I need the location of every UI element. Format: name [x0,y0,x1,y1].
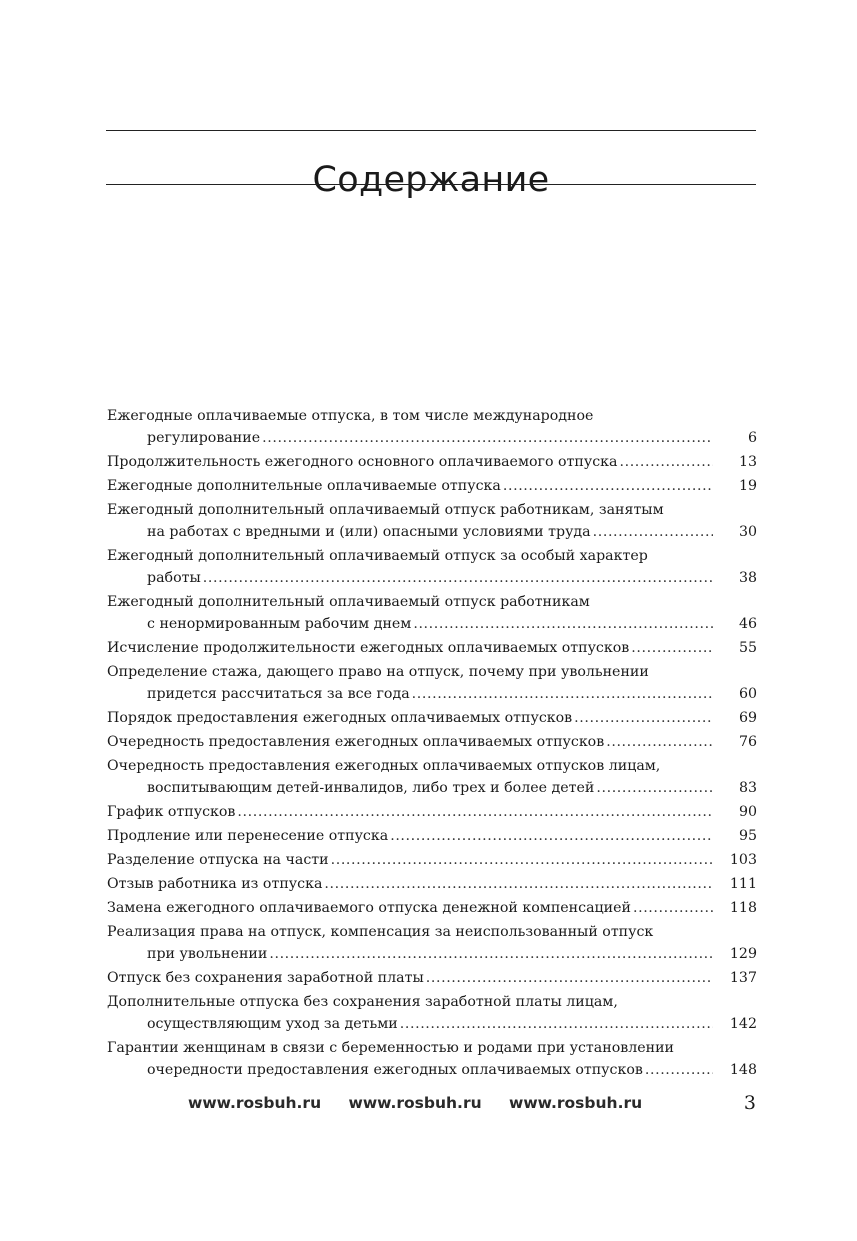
footer-links [188,1094,664,1112]
toc-entry-title: Продолжительность ежегодного основного оплачиваемого отпуска [107,454,618,470]
toc-entry[interactable] [107,451,757,473]
toc-entry-line [107,405,757,427]
toc-entry-title: работы [147,570,201,586]
toc-dot-leader [269,943,713,965]
toc-entry[interactable] [107,967,757,989]
toc-entry[interactable] [107,661,757,705]
toc-entry-title: осуществляющим уход за детьми [147,1016,398,1032]
toc-entry-line [107,825,757,847]
toc-dot-leader [606,731,713,753]
toc-page-number: 111 [729,876,757,892]
toc-entry-line [107,475,757,497]
toc-entry[interactable] [107,991,757,1035]
toc-dot-leader [426,967,713,989]
toc-entry[interactable] [107,591,757,635]
toc-page-number: 55 [738,640,757,656]
page-title: Содержание [312,160,550,201]
toc-entry-line [107,967,757,989]
toc-entry-line [107,451,757,473]
toc-dot-leader [596,777,713,799]
toc-entry-line [107,755,757,777]
toc-entry-line [107,897,757,919]
toc-page-number: 95 [738,828,757,844]
toc-dot-leader [331,849,713,871]
toc-entry-title: Гарантии женщинам в связи с беременностью и родами при установлении [107,1040,675,1056]
toc-entry-line [107,613,757,635]
toc-dot-leader [619,451,713,473]
toc-entry-line [107,731,757,753]
toc-entry[interactable] [107,405,757,449]
toc-page-number: 69 [738,710,757,726]
toc-entry-line [107,683,757,705]
toc-entry-title: регулирование [147,430,261,446]
toc-entry[interactable] [107,637,757,659]
toc-page-number: 148 [729,1062,757,1078]
toc-dot-leader [574,707,713,729]
toc-entry-line [107,801,757,823]
toc-dot-leader [324,873,713,895]
toc-entry-title: при увольнении [147,946,268,962]
toc-entry[interactable] [107,707,757,729]
toc-page-number: 142 [729,1016,757,1032]
toc-entry[interactable] [107,897,757,919]
toc-page-number: 13 [738,454,757,470]
toc-page-number: 90 [738,804,757,820]
toc-dot-leader [593,521,713,543]
toc-entry[interactable] [107,475,757,497]
toc-entry[interactable] [107,825,757,847]
toc-entry-title: Разделение отпуска на части [107,852,329,868]
toc-dot-leader [413,613,713,635]
toc-entry-line [107,991,757,1013]
toc-entry-title: График отпусков [107,804,236,820]
toc-entry-title: Отзыв работника из отпуска [107,876,323,892]
toc-entry-title: Очередность предоставления ежегодных оплачиваемых отпусков [107,734,605,750]
toc-page-number: 19 [738,478,757,494]
toc-entry-line [107,921,757,943]
toc-dot-leader [412,683,713,705]
toc-entry-title: Ежегодный дополнительный оплачиваемый отпуск работникам, занятым [107,502,664,518]
toc-page-number: 137 [729,970,757,986]
toc-entry[interactable] [107,873,757,895]
toc-entry[interactable] [107,849,757,871]
toc-entry-title: с ненормированным рабочим днем [147,616,412,632]
toc-entry-line [107,591,757,613]
toc-entry-title: Отпуск без сохранения заработной платы [107,970,424,986]
toc-entry-title: Продление или перенесение отпуска [107,828,389,844]
toc-page-number: 83 [738,780,757,796]
toc-entry-line [107,661,757,683]
toc-dot-leader [237,801,713,823]
toc-dot-leader [633,897,713,919]
toc-dot-leader [400,1013,713,1035]
toc-entry-line [107,567,757,589]
toc-entry-line [107,707,757,729]
toc-entry-line [107,943,757,965]
toc-dot-leader [262,427,713,449]
toc-entry-title: Исчисление продолжительности ежегодных оплачиваемых отпусков [107,640,630,656]
toc-entry[interactable] [107,731,757,753]
toc-entry-title: Дополнительные отпуска без сохранения заработной платы лицам, [107,994,618,1010]
toc-entry-line [107,849,757,871]
toc-entry-line [107,499,757,521]
page-number: 3 [743,1092,756,1114]
toc-entry-line [107,521,757,543]
title-rule-bottom [106,184,756,185]
toc-page-number: 6 [747,430,757,446]
toc-page-number: 118 [729,900,757,916]
toc-entry[interactable] [107,755,757,799]
toc-entry[interactable] [107,801,757,823]
toc-dot-leader [203,567,713,589]
toc-entry-line [107,1037,757,1059]
toc-entry-line [107,1059,757,1081]
toc-entry-line [107,637,757,659]
toc-entry-line [107,545,757,567]
toc-entry[interactable] [107,499,757,543]
footer-link[interactable]: www.rosbuh.ru [509,1094,643,1112]
toc-page-number: 46 [738,616,757,632]
toc-entry-title: Реализация права на отпуск, компенсация за неиспользованный отпуск [107,924,654,940]
toc-entry[interactable] [107,1037,757,1081]
toc-dot-leader [503,475,713,497]
toc-entry-title: Замена ежегодного оплачиваемого отпуска денежной компенсацией [107,900,631,916]
toc-page-number: 38 [738,570,757,586]
toc-entry[interactable] [107,921,757,965]
toc-page-number: 103 [729,852,757,868]
toc-page-number: 129 [729,946,757,962]
toc-entry-title: Очередность предоставления ежегодных оплачиваемых отпусков лицам, [107,758,661,774]
toc-entry-title: Порядок предоставления ежегодных оплачиваемых отпусков [107,710,573,726]
toc-entry[interactable] [107,545,757,589]
table-of-contents [107,405,757,1083]
toc-entry-title: Ежегодные дополнительные оплачиваемые отпуска [107,478,501,494]
toc-entry-title: Определение стажа, дающего право на отпуск, почему при увольнении [107,664,649,680]
toc-dot-leader [390,825,713,847]
toc-entry-line [107,1013,757,1035]
toc-entry-title: очередности предоставления ежегодных оплачиваемых отпусков [147,1062,643,1078]
toc-entry-line [107,777,757,799]
toc-entry-title: Ежегодный дополнительный оплачиваемый отпуск работникам [107,594,590,610]
toc-entry-title: Ежегодный дополнительный оплачиваемый отпуск за особый характер [107,548,648,564]
toc-page-number: 60 [738,686,757,702]
toc-entry-line [107,427,757,449]
toc-dot-leader [631,637,713,659]
toc-page-number: 76 [738,734,757,750]
footer-link[interactable]: www.rosbuh.ru [348,1094,482,1112]
toc-dot-leader [645,1059,713,1081]
title-rule-top [106,130,756,131]
toc-entry-title: воспитывающим детей-инвалидов, либо трех и более детей [147,780,595,796]
toc-entry-title: придется рассчитаться за все года [147,686,410,702]
toc-entry-line [107,873,757,895]
toc-entry-title: на работах с вредными и (или) опасными условиями труда [147,524,591,540]
toc-page-number: 30 [738,524,757,540]
footer-link[interactable]: www.rosbuh.ru [188,1094,322,1112]
toc-entry-title: Ежегодные оплачиваемые отпуска, в том числе международное [107,408,594,424]
